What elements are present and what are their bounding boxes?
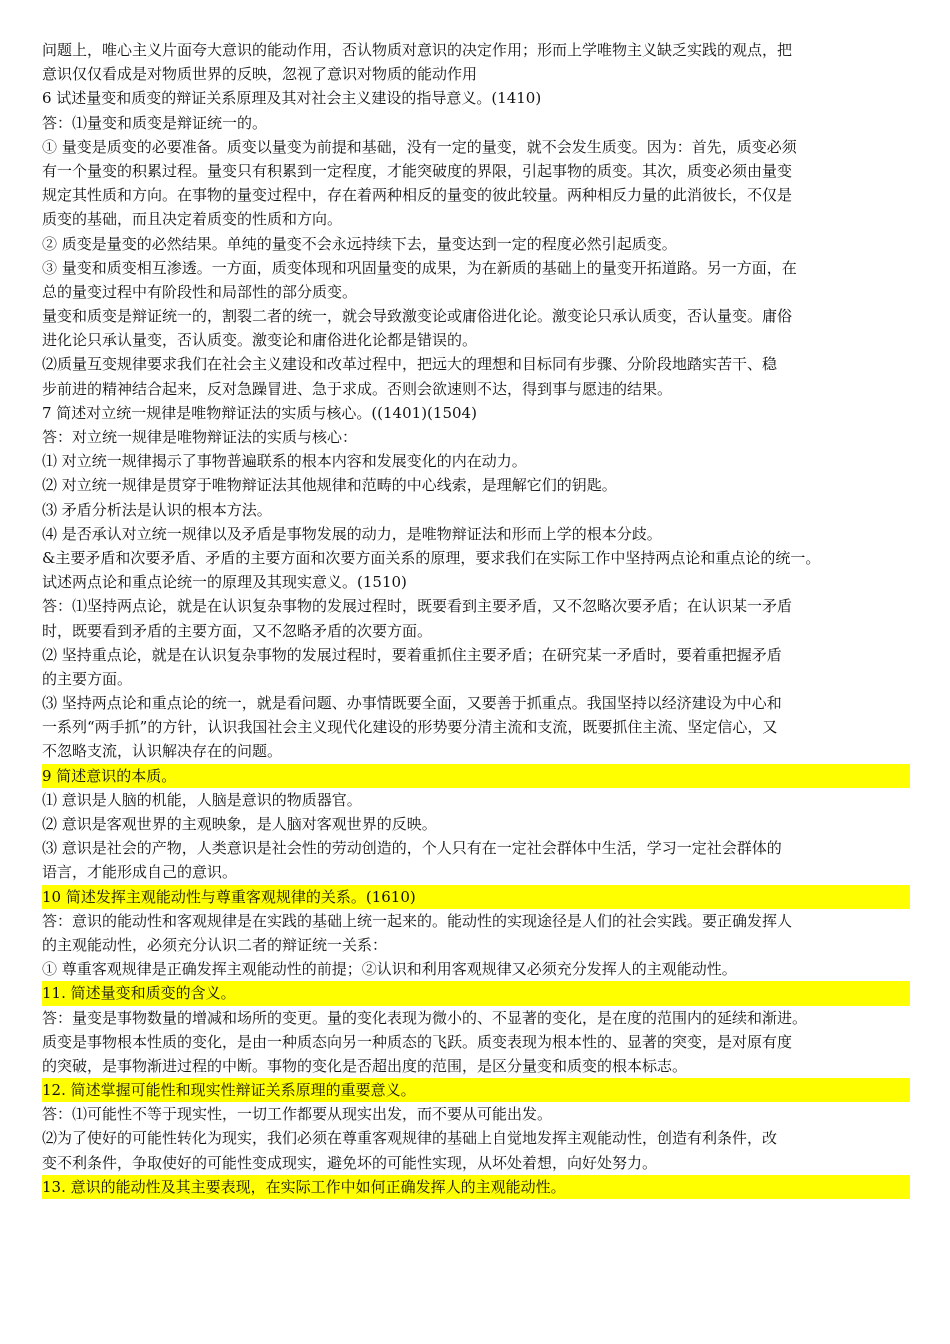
text-line: 时，既要看到矛盾的主要方面，又不忽略矛盾的次要方面。 xyxy=(42,621,433,640)
text-line: ⑵质量互变规律要求我们在社会主义建设和改革过程中，把远大的理想和目标同有步骤、分阶段地踏实苦干、稳 xyxy=(42,355,778,374)
text-line: 6 试述量变和质变的辩证关系原理及其对社会主义建设的指导意义。(1410) xyxy=(42,89,542,108)
document-page xyxy=(42,38,910,1199)
text-line: 有一个量变的积累过程。量变只有积累到一定程度，才能突破度的界限，引起事物的质变。其次，质变必须由量变 xyxy=(42,161,793,180)
text-line: 语言，才能形成自己的意识。 xyxy=(42,863,238,882)
text-line: ⑶ 坚持两点论和重点论的统一，就是看问题、办事情既要全面，又要善于抓重点。我国坚持以经济建设为中心和 xyxy=(42,694,782,713)
text-line: 答：对立统一规律是唯物辩证法的实质与核心： xyxy=(42,428,358,446)
text-line: 问题上，唯心主义片面夸大意识的能动作用，否认物质对意识的决定作用；形而上学唯物主义缺乏实践的观点，把 xyxy=(42,41,793,59)
text-line: 质变的基础，而且决定着质变的性质和方向。 xyxy=(42,210,343,229)
highlighted-question-line: 11. 简述量变和质变的含义。 xyxy=(42,981,910,1005)
text-line: 答：⑴可能性不等于现实性，一切工作都要从现实出发，而不要从可能出发。 xyxy=(42,1105,553,1124)
text-line: 意识仅仅看成是对物质世界的反映，忽视了意识对物质的能动作用 xyxy=(42,65,478,84)
text-line: ⑶ 矛盾分析法是认识的根本方法。 xyxy=(42,500,272,519)
text-line: 的突破，是事物渐进过程的中断。事物的变化是否超出度的范围，是区分量变和质变的根本标志。 xyxy=(42,1056,688,1075)
text-line: 7 简述对立统一规律是唯物辩证法的实质与核心。((1401)(1504) xyxy=(42,403,477,422)
text-line: ① 量变是质变的必要准备。质变以量变为前提和基础，没有一定的量变，就不会发生质变。因为：首先，质变必须 xyxy=(42,137,797,156)
text-line: 答：意识的能动性和客观规律是在实践的基础上统一起来的。能动性的实现途径是人们的社会实践。要正确发挥人 xyxy=(42,911,793,930)
text-line: ⑵为了使好的可能性转化为现实，我们必须在尊重客观规律的基础上自觉地发挥主观能动性，创造有利条件，改 xyxy=(42,1129,778,1148)
text-line: ⑵ 意识是客观世界的主观映象，是人脑对客观世界的反映。 xyxy=(42,815,437,833)
text-line: ⑷ 是否承认对立统一规律以及矛盾是事物发展的动力，是唯物辩证法和形而上学的根本分歧。 xyxy=(42,524,662,543)
text-line: ② 质变是量变的必然结果。单纯的量变不会永远持续下去，量变达到一定的程度必然引起质变。 xyxy=(42,234,677,253)
text-line: 步前进的精神结合起来，反对急躁冒进、急于求成。否则会欲速则不达，得到事与愿违的结果。 xyxy=(42,379,673,398)
text-line: 规定其性质和方向。在事物的量变过程中，存在着两种相反的量变的彼此较量。两种相反力量的此消彼长，不仅是 xyxy=(42,186,793,205)
text-line: ⑶ 意识是社会的产物，人类意识是社会性的劳动创造的，个人只有在一定社会群体中生活，学习一定社会群体的 xyxy=(42,839,782,858)
highlighted-question-line: 10 简述发挥主观能动性与尊重客观规律的关系。(1610) xyxy=(42,885,910,909)
text-line: 一系列“两手抓”的方针，认识我国社会主义现代化建设的形势要分清主流和支流，既要抓住主流、坚定信心，又 xyxy=(42,718,778,737)
text-line: 的主要方面。 xyxy=(42,669,133,688)
text-line: 总的量变过程中有阶段性和局部性的部分质变。 xyxy=(42,282,358,301)
text-line: ⑴ 意识是人脑的机能，人脑是意识的物质器官。 xyxy=(42,790,362,809)
text-line: 变不利条件，争取使好的可能性变成现实，避免坏的可能性实现，从坏处着想，向好处努力。 xyxy=(42,1153,658,1172)
text-line: 质变是事物根本性质的变化，是由一种质态向另一种质态的飞跃。质变表现为根本性的、显著的突变，是对原有度 xyxy=(42,1032,793,1051)
highlighted-question-line: 13. 意识的能动性及其主要表现，在实际工作中如何正确发挥人的主观能动性。 xyxy=(42,1175,910,1199)
text-line: 答：⑴坚持两点论，就是在认识复杂事物的发展过程时，既要看到主要矛盾，又不忽略次要矛盾；在认识某一矛盾 xyxy=(42,597,793,616)
text-line: 试述两点论和重点论统一的原理及其现实意义。(1510) xyxy=(42,573,407,592)
text-line: &主要矛盾和次要矛盾、矛盾的主要方面和次要方面关系的原理，要求我们在实际工作中坚持两点论和重点论的统一。 xyxy=(42,548,821,567)
text-line: 的主观能动性，必须充分认识二者的辩证统一关系： xyxy=(42,935,388,954)
text-line: ⑴ 对立统一规律揭示了事物普遍联系的根本内容和发展变化的内在动力。 xyxy=(42,452,527,471)
highlighted-question-line: 12. 简述掌握可能性和现实性辩证关系原理的重要意义。 xyxy=(42,1078,910,1102)
text-line: ① 尊重客观规律是正确发挥主观能动性的前提；②认识和利用客观规律又必须充分发挥人的主观能动性。 xyxy=(42,960,737,979)
text-line: 进化论只承认量变，否认质变。激变论和庸俗进化论都是错误的。 xyxy=(42,331,478,350)
text-line: ⑵ 对立统一规律是贯穿于唯物辩证法其他规律和范畴的中心线索，是理解它们的钥匙。 xyxy=(42,476,617,495)
text-line: 量变和质变是辩证统一的，割裂二者的统一，就会导致激变论或庸俗进化论。激变论只承认质变，否认量变。庸俗 xyxy=(42,307,793,326)
text-line: ⑵ 坚持重点论，就是在认识复杂事物的发展过程时，要着重抓住主要矛盾；在研究某一矛盾时，要着重把握矛盾 xyxy=(42,645,782,664)
text-line: 答：量变是事物数量的增减和场所的变更。量的变化表现为微小的、不显著的变化，是在度的范围内的延续和渐进。 xyxy=(42,1008,808,1027)
highlighted-question-line: 9 简述意识的本质。 xyxy=(42,764,910,788)
text-line: 不忽略支流，认识解决存在的问题。 xyxy=(42,742,283,761)
text-line: 答：⑴量变和质变是辩证统一的。 xyxy=(42,113,268,132)
text-line: ③ 量变和质变相互渗透。一方面，质变体现和巩固量变的成果，为在新质的基础上的量变开拓道路。另一方面，在 xyxy=(42,258,797,277)
